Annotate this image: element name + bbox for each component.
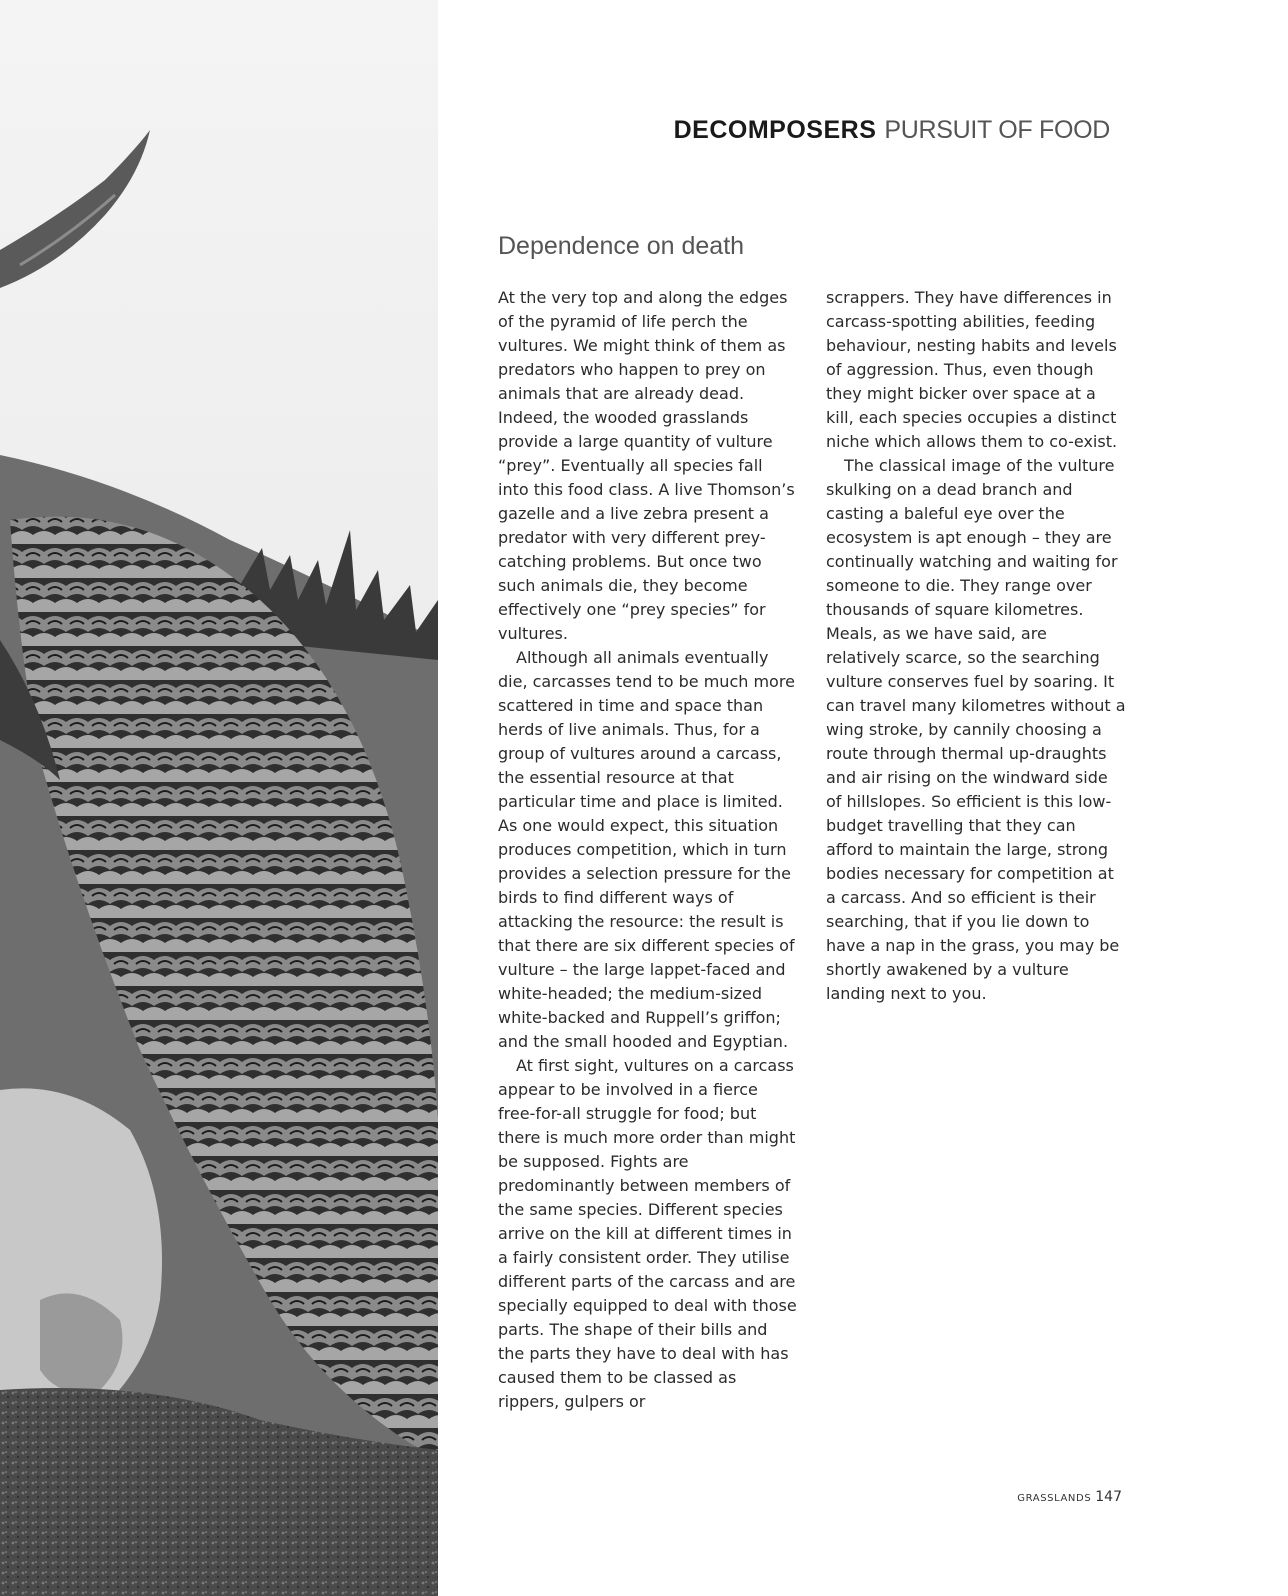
article-heading: Dependence on death [498,232,745,260]
text-column-right [826,286,1126,1006]
footer-label: GRASSLANDS [1017,1493,1092,1504]
section-subtitle: PURSUIT OF FOOD [884,116,1110,144]
paragraph: Although all animals eventually die, carcasses tend to be much more scattered in time and space than herds of live animals. Thus, for a group of vultures around a carcass, the essential resource at that particular time and place is limited. As one would expect, this situation produces competition, which in turn provides a selection pressure for the birds to find different ways of attacking the resource: the result is that there are six different species of vulture – the large lappet-faced and white-headed; the medium-sized white-backed and Ruppell’s griffon; and the small hooded and Egyptian. [498,648,795,1051]
page-footer [1017,1486,1122,1505]
paragraph: At first sight, vultures on a carcass appear to be involved in a fierce free-for-all struggle for food; but there is much more order than might be supposed. Fights are predominantly between members of the same species. Different species arrive on the kill at different times in a fairly consistent order. They utilise different parts of the carcass and are specially equipped to deal with those parts. The shape of their bills and the parts they have to deal with has caused them to be classed as rippers, gulpers or [498,1056,797,1411]
paragraph: scrappers. They have differences in carcass-spotting abilities, feeding behaviour, nesting habits and levels of aggression. Thus, even though they might bicker over space at a kill, each species occupies a distinct niche which allows them to co-exist. [826,288,1118,451]
paragraph: At the very top and along the edges of the pyramid of life perch the vultures. We might think of them as predators who happen to prey on animals that are already dead. Indeed, the wooded grasslands provide a large quantity of vulture “prey”. Eventually all species fall into this food class. A live Thomson’s gazelle and a live zebra present a predator with very different prey-catching problems. But once two such animals die, they become effectively one “prey species” for vultures. [498,288,795,643]
page-number: 147 [1095,1489,1122,1505]
running-header [674,116,1110,145]
section-title: DECOMPOSERS [673,116,877,144]
vulture-photo [0,0,438,1596]
text-column-left [498,286,798,1414]
paragraph: The classical image of the vulture skulking on a dead branch and casting a baleful eye over the ecosystem is apt enough – they are continually watching and waiting for someone to die. They range over thousands of square kilometres. Meals, as we have said, are relatively scarce, so the searching vulture conserves fuel by soaring. It can travel many kilometres without a wing stroke, by cannily choosing a route through thermal up-draughts and air rising on the windward side of hillslopes. So efficient is this low-budget travelling that they can afford to maintain the large, strong bodies necessary for competition at a carcass. And so efficient is their searching, that if you lie down to have a nap in the grass, you may be shortly awakened by a vulture landing next to you. [826,456,1126,1003]
